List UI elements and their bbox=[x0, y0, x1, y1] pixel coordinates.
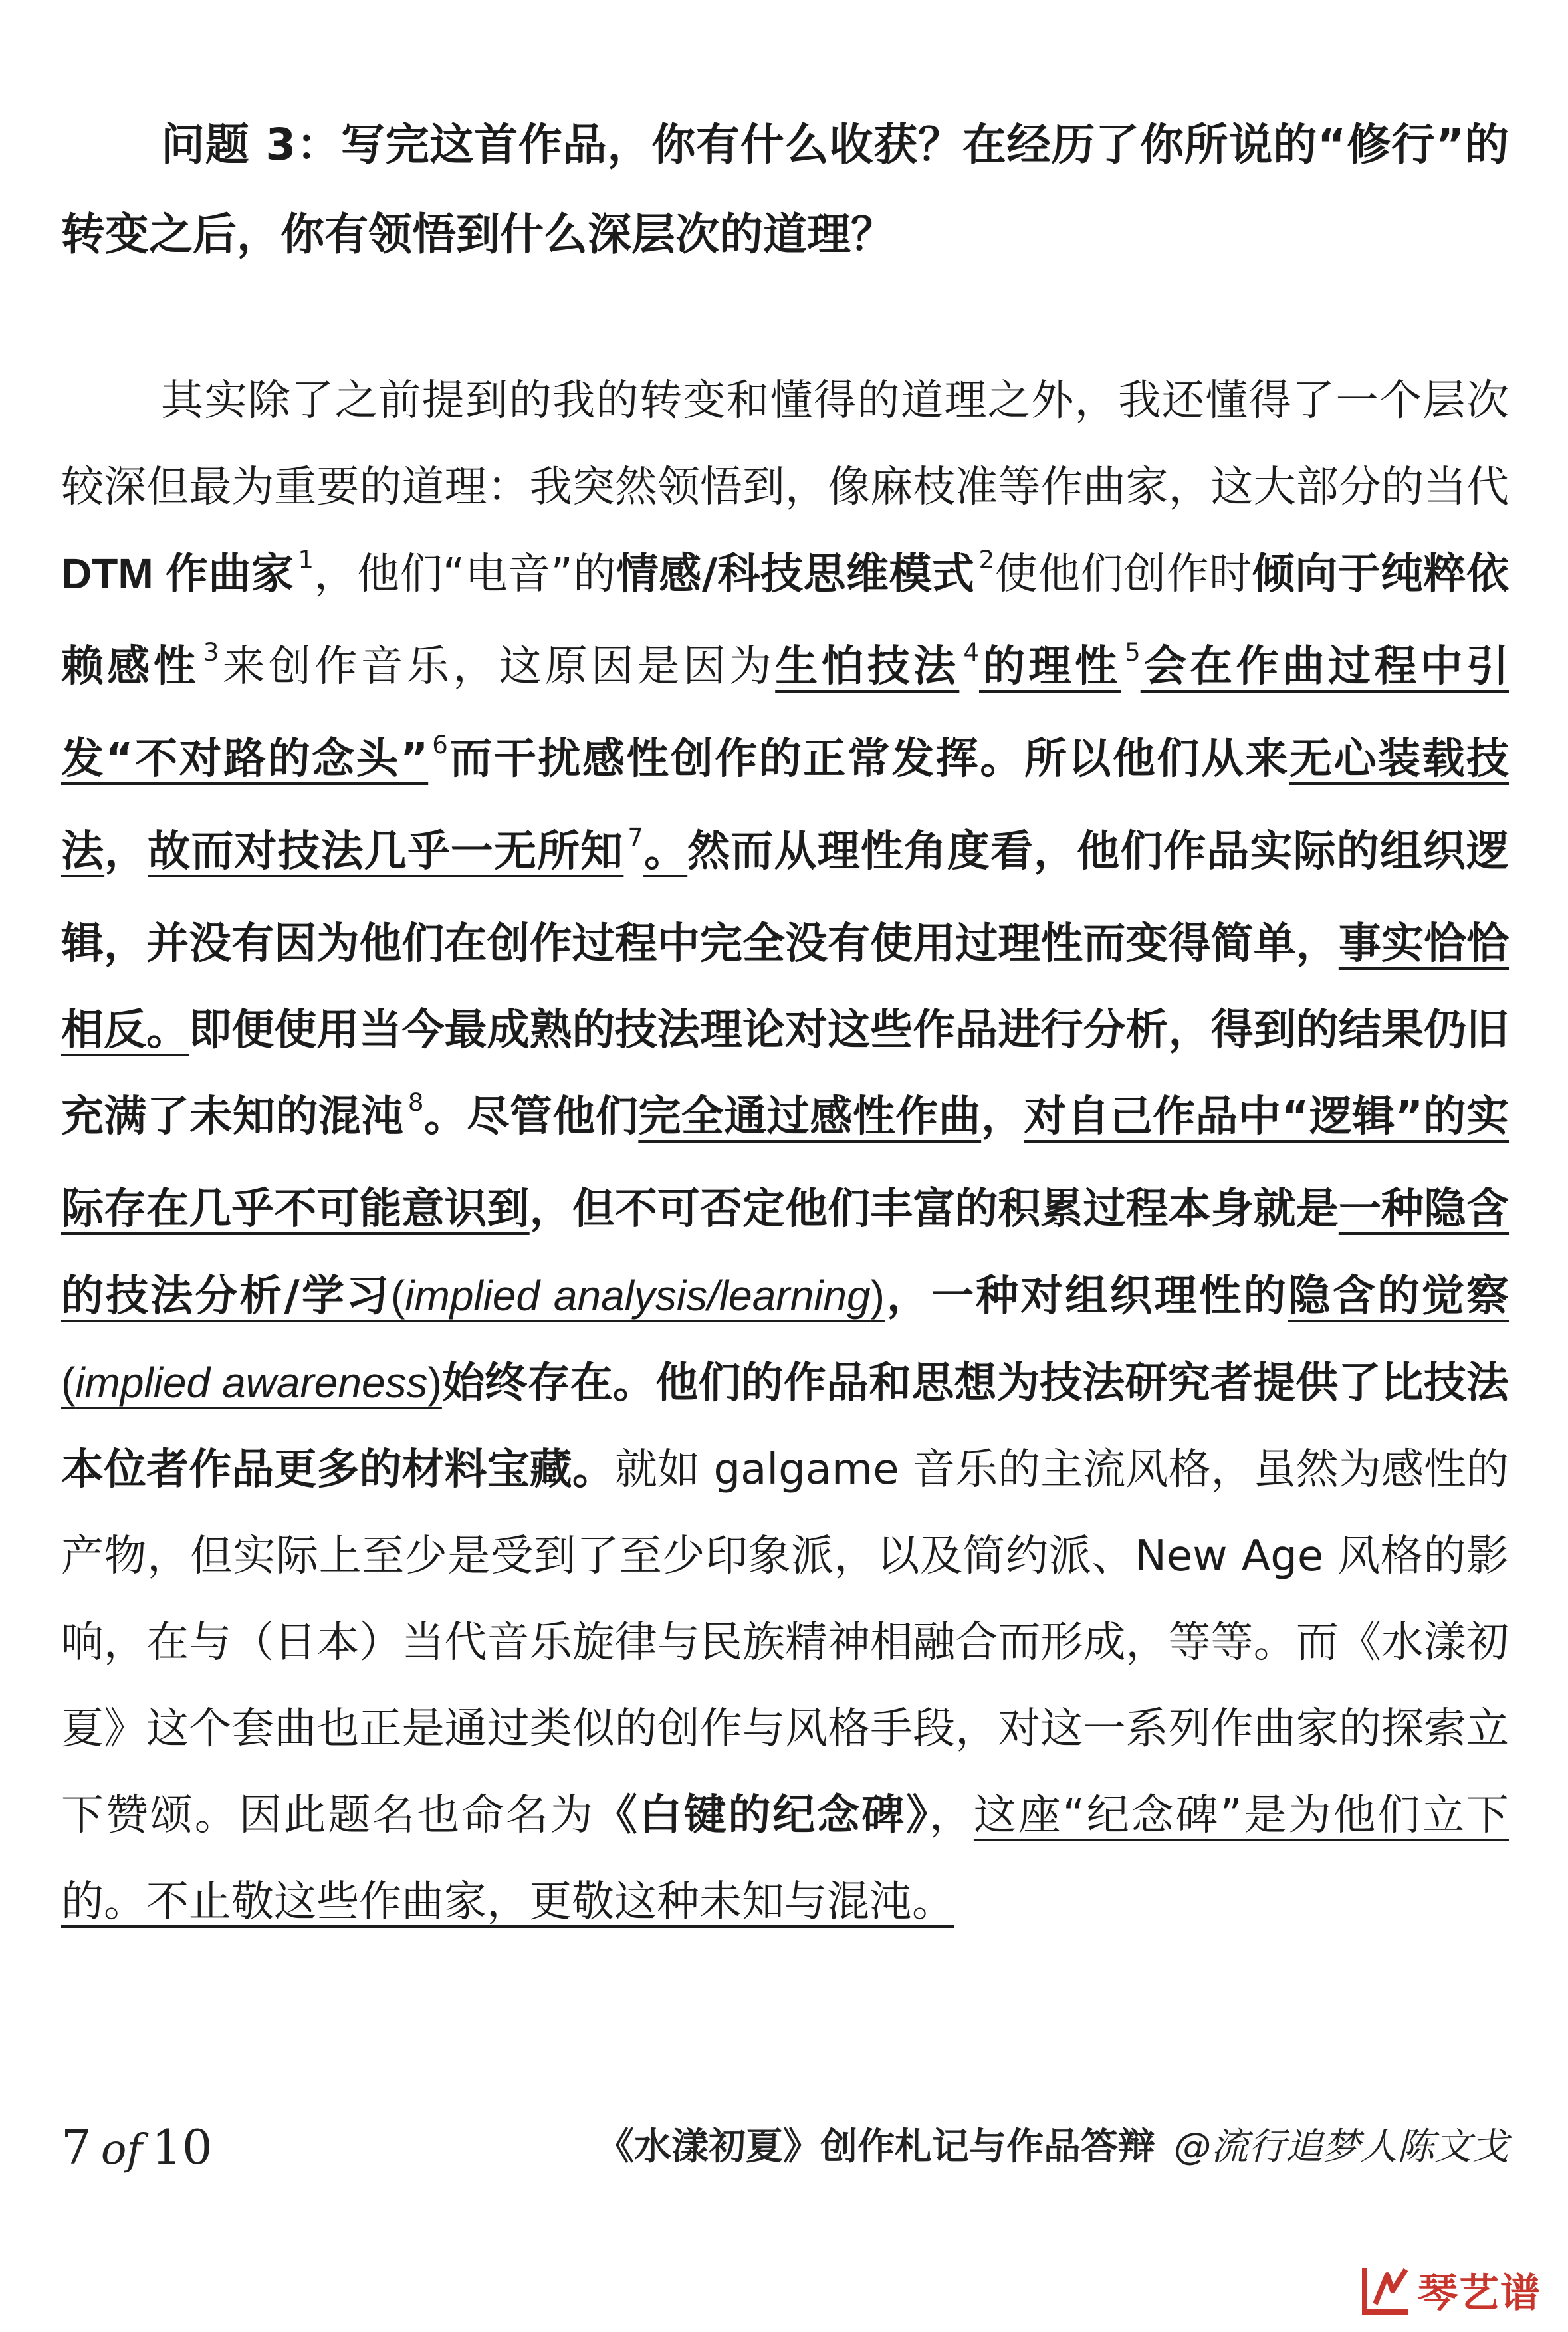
answer-underlined: 隐含的觉察 bbox=[1288, 1272, 1510, 1321]
answer-emphasis: 。尽管他们 bbox=[423, 1092, 639, 1141]
page-number bbox=[61, 2107, 213, 2190]
answer-emphasis: 倾向于纯粹依赖感性 bbox=[61, 550, 1510, 691]
answer-underlined: ( bbox=[61, 1359, 76, 1407]
answer-emphasis: 即便使用当今最成熟的技法理论对这些作品进行分析，得到的结果仍旧充满了未知的混沌 bbox=[61, 1006, 1510, 1141]
answer-underlined: 这座“纪念碑”是为他们立下的。不止敬这些作曲家，更敬这种未知与混沌。 bbox=[61, 1791, 1510, 1926]
answer-underlined: ) bbox=[427, 1359, 442, 1407]
answer-paragraph bbox=[61, 358, 1509, 1945]
answer-emphasis: 然而从理性角度看，他们作品实际的组织逻辑，并没有因为他们在创作过程中完全没有使用过理性而变得简单， bbox=[61, 827, 1510, 969]
question-heading bbox=[61, 100, 1509, 279]
footnote-ref[interactable]: 7 bbox=[627, 823, 643, 852]
question-label: 问题 3： bbox=[161, 119, 341, 170]
footnote-ref[interactable]: 5 bbox=[1125, 638, 1141, 667]
document-title bbox=[597, 2107, 1509, 2187]
answer-underlined: 的理性 bbox=[978, 642, 1121, 691]
piano-logo-icon bbox=[1361, 2264, 1412, 2316]
answer-emphasis: ， bbox=[981, 1092, 1024, 1141]
answer-text: 就如 galgame 音乐的主流风格，虽然为感性的产物，但实际上至少是受到了至少印象派，以及简约派、New Age 风格的影响，在与（日本）当代音乐旋律与民族精神相融合而形成，等等。而《水漾初夏》这个套曲也正是通过类似的创作与风格手段，对这一系列作曲家的探索立下赞颂。因此题名也命名为 bbox=[61, 1445, 1509, 1840]
page-current: 7 bbox=[61, 2119, 92, 2175]
answer-english-term: implied awareness bbox=[75, 1359, 428, 1407]
answer-text: ， bbox=[929, 1791, 974, 1840]
answer-underlined: 无心装载技法 bbox=[61, 735, 1509, 876]
answer-underlined: 完全通过感性作曲 bbox=[638, 1092, 982, 1141]
question-text: 写完这首作品，你有什么收获？在经历了你所说的“修行”的转变之后，你有领悟到什么深层次的道理？ bbox=[61, 119, 1509, 260]
answer-underlined: ( bbox=[390, 1272, 405, 1320]
page-footer bbox=[61, 2107, 1509, 2187]
footnote-ref[interactable]: 8 bbox=[407, 1088, 424, 1117]
answer-emphasis: DTM 作曲家 bbox=[61, 550, 294, 598]
answer-text: 来创作音乐，这原因是因为 bbox=[219, 642, 776, 691]
page-total: 10 bbox=[152, 2119, 213, 2175]
footnote-ref[interactable]: 6 bbox=[432, 731, 448, 760]
page-of: of bbox=[100, 2125, 143, 2174]
answer-text: 使他们创作时 bbox=[994, 550, 1252, 599]
footnote-ref[interactable]: 2 bbox=[978, 546, 995, 575]
document-title-text: 《水漾初夏》创作札记与作品答辩 bbox=[597, 2125, 1155, 2168]
footnote-ref[interactable]: 3 bbox=[203, 638, 219, 667]
answer-underlined: 生怕技法 bbox=[775, 642, 960, 691]
answer-text: ，他们“电音”的 bbox=[314, 550, 616, 599]
footnote-ref[interactable]: 4 bbox=[963, 638, 979, 667]
answer-underlined: 一种隐含的技法分析/学习 bbox=[61, 1185, 1510, 1321]
footnote-ref[interactable]: 1 bbox=[298, 546, 314, 575]
answer-emphasis: ， bbox=[104, 827, 148, 876]
watermark-logo bbox=[1361, 2260, 1541, 2320]
answer-emphasis: 情感/科技思维模式 bbox=[616, 550, 975, 599]
answer-underlined: 故而对技法几乎一无所知 bbox=[148, 827, 624, 876]
answer-underlined: 事实恰恰相反。 bbox=[61, 919, 1510, 1055]
watermark-text: 琴艺谱 bbox=[1418, 2270, 1541, 2317]
answer-underlined: ) bbox=[870, 1272, 885, 1320]
answer-english-term: implied analysis/learning bbox=[405, 1272, 871, 1320]
answer-emphasis: ，但不可否定他们丰富的积累过程本身就是 bbox=[529, 1185, 1339, 1234]
answer-underlined: 对自己作品中“逻辑”的实际存在几乎不可能意识到 bbox=[61, 1092, 1510, 1234]
answer-underlined: 。 bbox=[643, 827, 688, 876]
answer-emphasis: 《白键的纪念碑》 bbox=[594, 1791, 929, 1840]
answer-emphasis: 而干扰感性创作的正常发挥。所以他们从来 bbox=[447, 735, 1289, 784]
answer-emphasis: ，一种对组织理性的 bbox=[884, 1272, 1288, 1321]
answer-underlined: 会在作曲过程中引发“不对路的念头” bbox=[61, 642, 1510, 784]
author-handle: @流行追梦人陈文戈 bbox=[1174, 2125, 1509, 2168]
answer-text: 其实除了之前提到的我的转变和懂得的道理之外，我还懂得了一个层次较深但最为重要的道理：我突然领悟到，像麻枝准等作曲家，这大部分的当代 bbox=[61, 376, 1509, 512]
answer-emphasis: 始终存在。他们的作品和思想为技法研究者提供了比技法本位者作品更多的材料宝藏。 bbox=[61, 1359, 1510, 1494]
